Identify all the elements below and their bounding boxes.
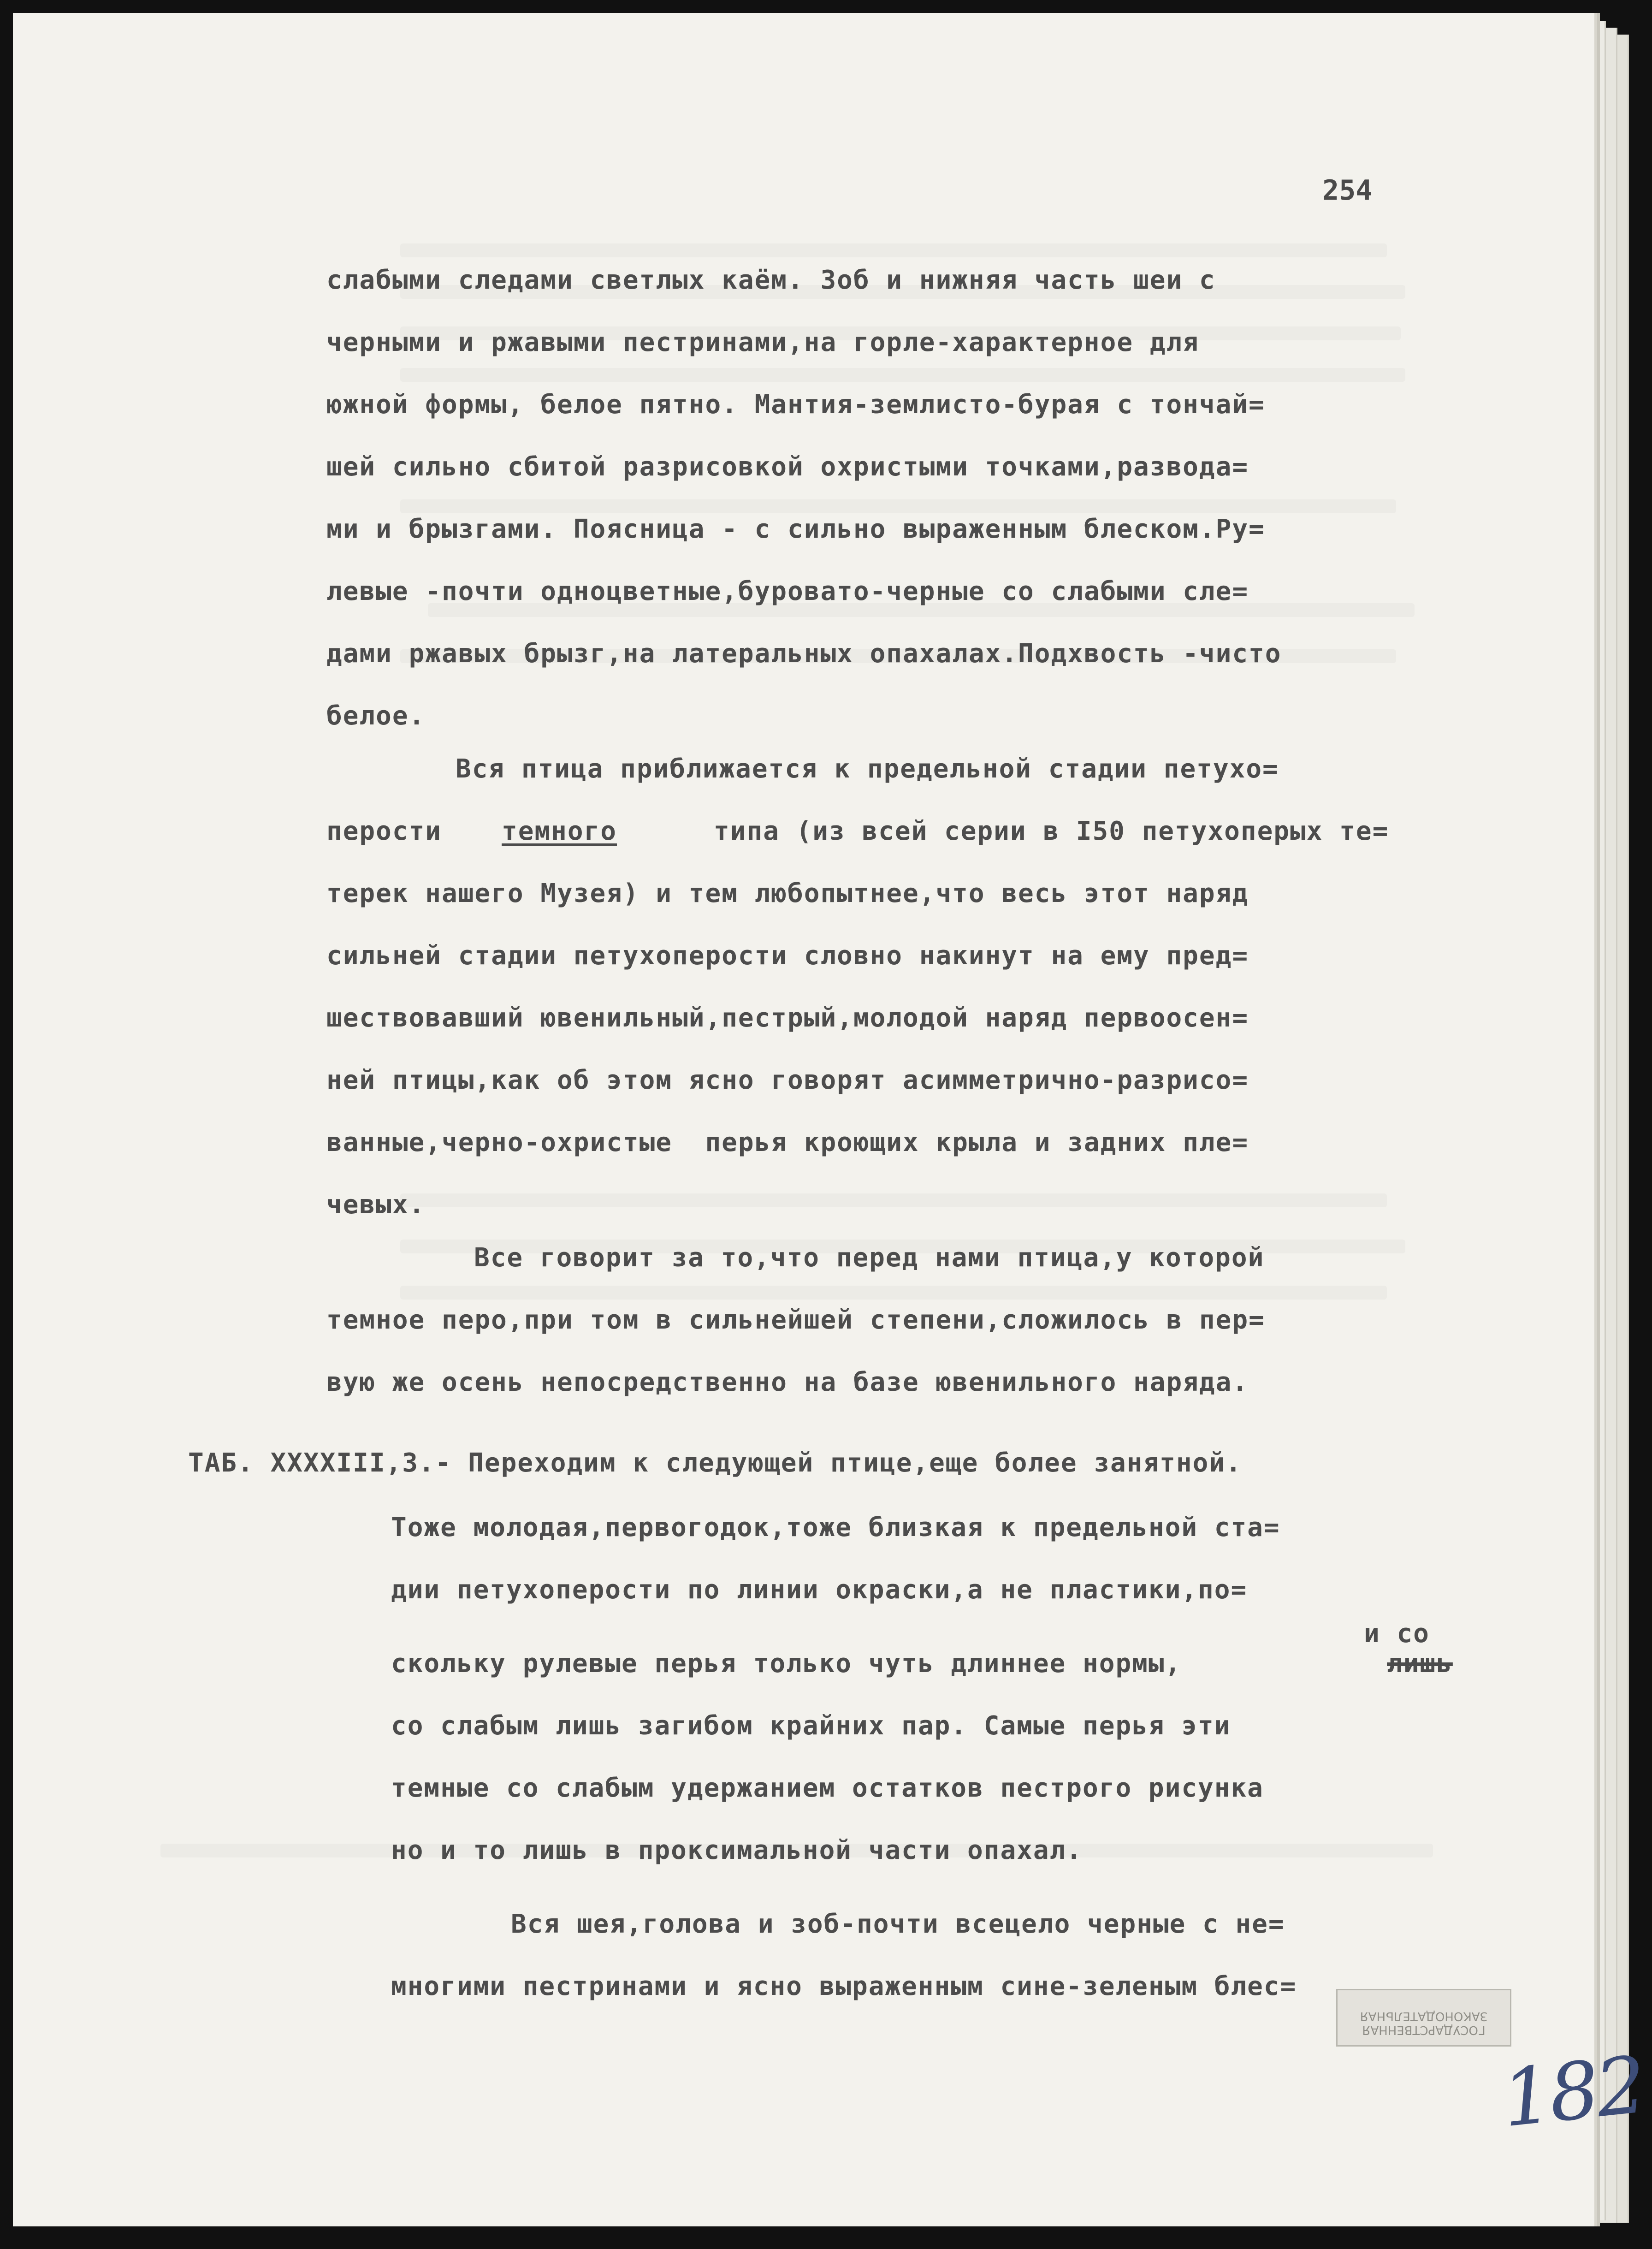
text-line: Тоже молодая,первогодок,тоже близкая к предельной ста= bbox=[391, 1513, 1280, 1543]
text-line: но и то лишь в проксимальной части опахал. bbox=[391, 1835, 1083, 1865]
document-page bbox=[13, 13, 1648, 2226]
text-line: со слабым лишь загибом крайних пар. Самые перья эти bbox=[391, 1711, 1231, 1741]
text-line: южной формы, белое пятно. Мантия-землисто-бурая с тончай= bbox=[326, 390, 1265, 420]
text-line: сильней стадии петухоперости словно накинут на ему пред= bbox=[326, 941, 1249, 971]
struck-word: лишь bbox=[1387, 1649, 1453, 1679]
text-line: терек нашего Музея) и тем любопытнее,что весь этот наряд bbox=[326, 878, 1249, 908]
underlined-word: темного bbox=[502, 816, 617, 846]
text-line: черными и ржавыми пестринами,на горле-характерное для bbox=[326, 327, 1199, 357]
handwritten-insertion: и со bbox=[1364, 1619, 1430, 1649]
text-line: ней птицы,как об этом ясно говорят асимметрично-разрисо= bbox=[326, 1065, 1249, 1095]
text-line: шествовавший ювенильный,пестрый,молодой наряд первоосен= bbox=[326, 1003, 1249, 1033]
text-line: чевых. bbox=[326, 1190, 426, 1220]
text-line: многими пестринами и ясно выраженным сине-зеленым блес= bbox=[391, 1971, 1297, 2001]
text-line: белое. bbox=[326, 701, 426, 731]
text-line: слабыми следами светлых каём. Зоб и нижняя часть шеи с bbox=[326, 265, 1216, 295]
text-line: темные со слабым удержанием остатков пестрого рисунка bbox=[391, 1773, 1264, 1803]
text-line: шей сильно сбитой разрисовкой охристыми точками,развода= bbox=[326, 452, 1249, 482]
text-line: дии петухоперости по линии окраски,а не пластики,по= bbox=[391, 1575, 1248, 1605]
archive-stamp: ГОСУДАРСТВЕННАЯ ЗАКОНОДАТЕЛЬНАЯ bbox=[1336, 1989, 1511, 2047]
text-line: скольку рулевые перья только чуть длиннее нормы, bbox=[391, 1649, 1182, 1679]
text-line: типа (из всей серии в I50 петухоперых те= bbox=[714, 816, 1389, 846]
text-line: вую же осень непосредственно на базе ювенильного наряда. bbox=[326, 1367, 1249, 1397]
text-line: перости bbox=[326, 816, 442, 846]
text-line: темное перо,при том в сильнейшей степени,сложилось в пер= bbox=[326, 1305, 1265, 1335]
handwritten-folio-number: 182 bbox=[1498, 2039, 1648, 2145]
text-line: Вся птица приближается к предельной стадии петухо= bbox=[456, 754, 1279, 784]
text-line: Все говорит за то,что перед нами птица,у которой bbox=[474, 1243, 1265, 1273]
text-line: Вся шея,голова и зоб-почти всецело черные с не= bbox=[511, 1909, 1285, 1939]
page-number: 254 bbox=[1322, 174, 1373, 207]
text-line: левые -почти одноцветные,буровато-черные со слабыми сле= bbox=[326, 576, 1249, 606]
text-line: дами ржавых брызг,на латеральных опахалах.Подхвость -чисто bbox=[326, 639, 1282, 669]
section-heading-line: ТАБ. XXXXIII,3.- Переходим к следующей птице,еще более занятной. bbox=[188, 1448, 1242, 1478]
text-line: ванные,черно-охристые перья кроющих крыла и задних пле= bbox=[326, 1127, 1249, 1157]
text-line: ми и брызгами. Поясница - с сильно выраженным блеском.Ру= bbox=[326, 514, 1265, 544]
